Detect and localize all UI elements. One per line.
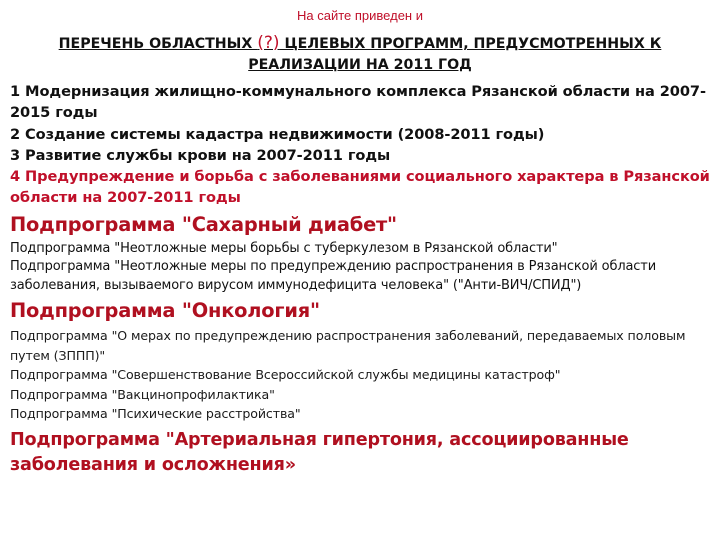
- subprogram-mental-disorders: Подпрограмма "Психические расстройства": [10, 406, 301, 422]
- source-caption: На сайте приведен и: [297, 8, 423, 23]
- program-list: [10, 81, 712, 478]
- title-question-mark: (?): [257, 33, 280, 53]
- title-part-1: ПЕРЕЧЕНЬ ОБЛАСТНЫХ: [58, 36, 258, 52]
- subprogram-vaccination: Подпрограмма "Вакцинопрофилактика": [10, 386, 275, 402]
- program-item-2: 2 Создание системы кадастра недвижимости (2008-2011 годы): [10, 125, 545, 143]
- program-item-4: 4 Предупреждение и борьба с заболеваниями социального характера в Рязанской области на 2007-2011 годы: [10, 168, 710, 207]
- subprogram-diabetes: Подпрограмма "Сахарный диабет": [10, 212, 397, 236]
- subprogram-disaster-medicine: Подпрограмма "Совершенствование Всероссийской службы медицины катастроф": [10, 367, 561, 383]
- subprogram-stds: Подпрограмма "О мерах по предупреждению распространения заболеваний, передаваемых половым путем (ЗППП)": [10, 328, 686, 363]
- program-item-1: 1 Модернизация жилищно-коммунального комплекса Рязанской области на 2007-2015 годы: [10, 83, 706, 122]
- subprogram-oncology: Подпрограмма "Онкология": [10, 299, 320, 323]
- title-part-2: ЦЕЛЕВЫХ ПРОГРАММ, ПРЕДУСМОТРЕННЫХ К РЕАЛИЗАЦИИ НА 2011 ГОД: [248, 36, 662, 73]
- subprogram-hypertension: Подпрограмма "Артериальная гипертония, ассоциированные заболевания и осложнения»: [10, 429, 629, 475]
- subprogram-tuberculosis: Подпрограмма "Неотложные меры борьбы с туберкулезом в Рязанской области": [10, 240, 558, 256]
- page-title: [20, 33, 700, 76]
- program-item-3: 3 Развитие службы крови на 2007-2011 годы: [10, 146, 391, 164]
- subprogram-hiv: Подпрограмма "Неотложные меры по предупреждению распространения в Рязанской области заболевания, вызываемого вирусом иммунодефицита человека" ("Анти-ВИЧ/СПИД"): [10, 259, 657, 293]
